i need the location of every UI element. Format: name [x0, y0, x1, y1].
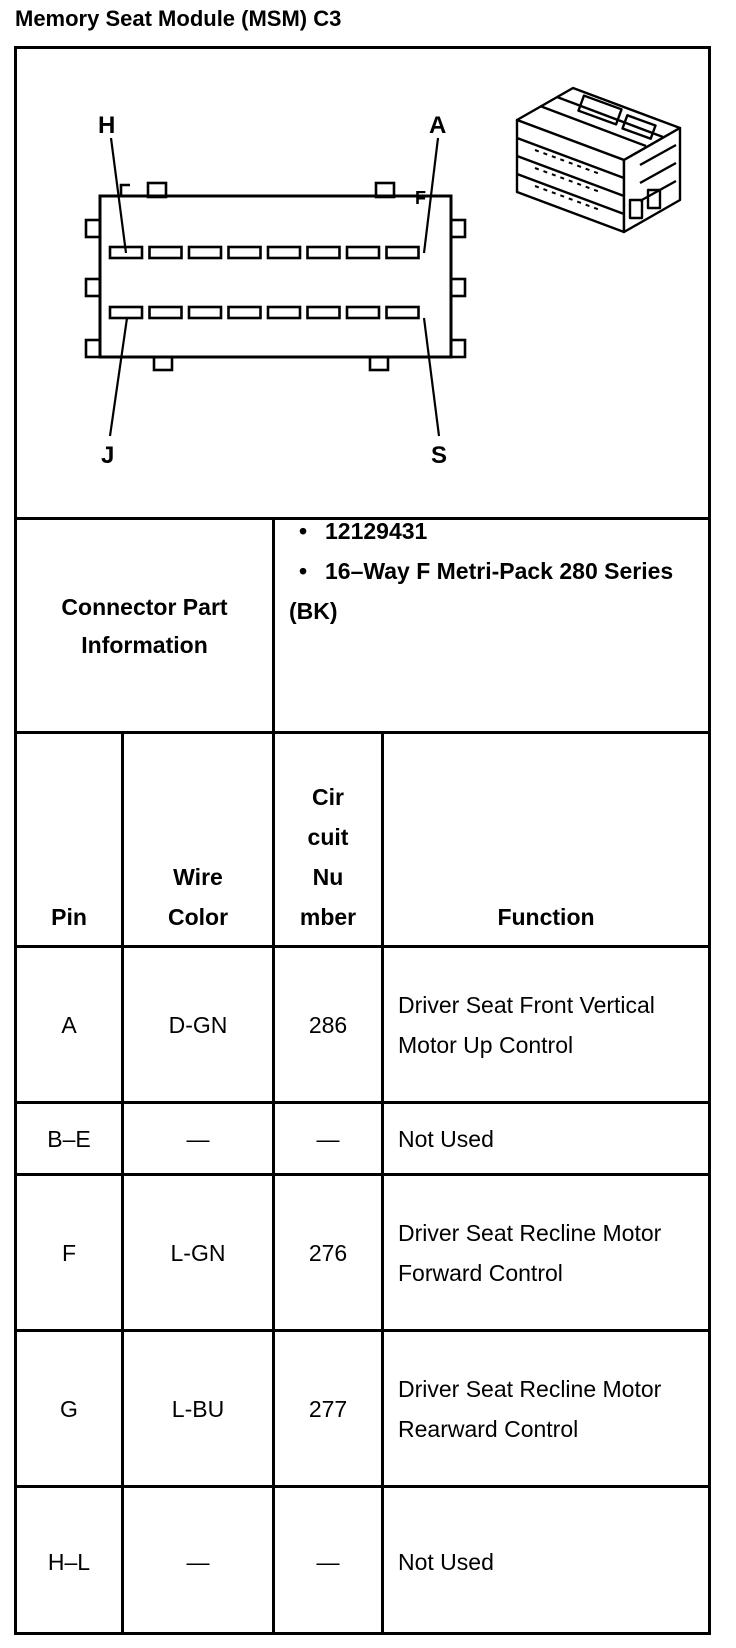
connector-part-info-label: Connector Part Information	[61, 593, 228, 658]
list-item	[289, 511, 689, 551]
wire-color-cell: L-BU	[171, 1395, 225, 1422]
header-wire-color: Wire Color	[167, 864, 229, 930]
pin-cell: F	[61, 1239, 77, 1266]
circuit-cell: 276	[308, 1239, 348, 1266]
connector-type: 16–Way F Metri-Pack 280 Series (BK)	[289, 558, 674, 624]
list-item	[289, 551, 689, 631]
wire-color-cell: L-GN	[170, 1239, 226, 1266]
circuit-cell: 286	[308, 1011, 348, 1038]
bullet-icon: •	[299, 558, 308, 584]
function-cell: Not Used	[398, 1548, 494, 1575]
pin-label-h: H	[98, 112, 116, 139]
bullet-icon: •	[299, 518, 308, 544]
header-pin: Pin	[51, 904, 87, 930]
pin-cell: H–L	[47, 1548, 91, 1575]
pin-label-s: S	[431, 442, 448, 469]
wire-color-cell: —	[186, 1125, 210, 1152]
pin-cell: G	[60, 1395, 78, 1422]
wire-color-cell: D-GN	[168, 1011, 228, 1038]
function-cell: Not Used	[398, 1125, 494, 1152]
circuit-cell: 277	[308, 1395, 348, 1422]
pin-label-j: J	[101, 442, 115, 469]
pin-cell: A	[61, 1011, 77, 1038]
function-cell: Driver Seat Recline Motor Forward Control	[398, 1219, 662, 1286]
function-cell: Driver Seat Front Vertical Motor Up Control	[398, 991, 655, 1058]
circuit-cell: —	[316, 1125, 340, 1152]
header-function: Function	[497, 904, 595, 930]
circuit-cell: —	[316, 1548, 340, 1575]
connector-table	[14, 46, 711, 1635]
page-title: Memory Seat Module (MSM) C3	[15, 6, 342, 31]
function-cell: Driver Seat Recline Motor Rearward Control	[398, 1375, 662, 1442]
header-circuit-number: Cir cuit Nu mber	[299, 784, 357, 930]
pin-label-f: F	[415, 188, 426, 208]
pin-cell: B–E	[47, 1125, 91, 1152]
connector-part-list	[289, 511, 689, 631]
part-number: 12129431	[325, 518, 428, 544]
pin-label-a: A	[429, 112, 447, 139]
wire-color-cell: —	[186, 1548, 210, 1575]
